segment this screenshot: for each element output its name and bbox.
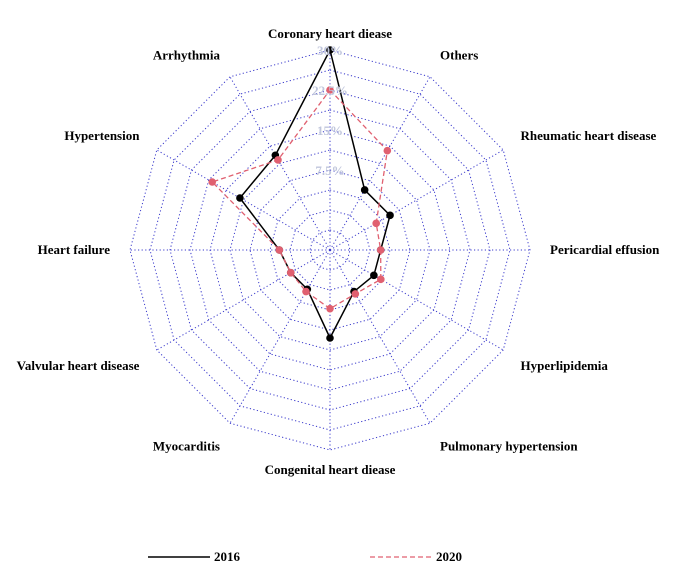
tick-label: 22.5% xyxy=(312,83,348,98)
series-layer xyxy=(208,46,393,342)
axis-label: Others xyxy=(440,47,479,63)
axis-label: Rheumatic heart disease xyxy=(520,128,657,143)
data-point-2020 xyxy=(287,269,295,277)
axis-label: Coronary heart diease xyxy=(268,26,392,41)
tick-label: 7.5% xyxy=(315,163,345,178)
grid-spoke xyxy=(330,250,503,350)
legend-item-2020 xyxy=(370,549,462,564)
axis-label: Arrhythmia xyxy=(152,47,220,63)
data-point-2016 xyxy=(370,272,378,280)
axis-label: Pericardial effusion xyxy=(550,242,660,257)
data-point-2016 xyxy=(386,212,394,220)
data-point-2020 xyxy=(302,288,310,296)
data-point-2020 xyxy=(372,220,380,228)
data-point-2016 xyxy=(236,194,244,202)
axis-label: Congenital heart diease xyxy=(264,462,396,477)
grid-spoke xyxy=(157,150,330,250)
data-point-2020 xyxy=(384,147,392,155)
data-point-2020 xyxy=(377,246,385,254)
grid-spoke xyxy=(330,77,430,250)
legend-label-2016: 2016 xyxy=(214,549,240,564)
axis-label: Heart failure xyxy=(37,242,110,257)
tick-label: 30% xyxy=(317,43,343,58)
legend-label-2020: 2020 xyxy=(436,549,462,564)
axis-label: Valvular heart disease xyxy=(16,358,140,373)
legend xyxy=(148,549,462,564)
grid-spoke xyxy=(330,150,503,250)
data-point-2020 xyxy=(208,178,216,186)
data-point-2020 xyxy=(377,276,385,284)
grid-spoke xyxy=(230,250,330,423)
axis-label: Hyperlipidemia xyxy=(520,358,608,373)
data-point-2016 xyxy=(361,186,369,194)
data-point-2020 xyxy=(326,305,334,313)
series-2020 xyxy=(208,86,391,312)
tick-label: 15% xyxy=(317,123,343,138)
axis-label: Myocarditis xyxy=(152,438,220,454)
data-point-2016 xyxy=(326,334,334,342)
data-point-2020 xyxy=(276,246,284,254)
data-point-2020 xyxy=(352,290,360,298)
data-point-2020 xyxy=(274,156,282,164)
axis-label: Pulmonary hypertension xyxy=(440,438,578,454)
axis-label: Hypertension xyxy=(64,128,140,143)
legend-item-2016 xyxy=(148,549,241,564)
